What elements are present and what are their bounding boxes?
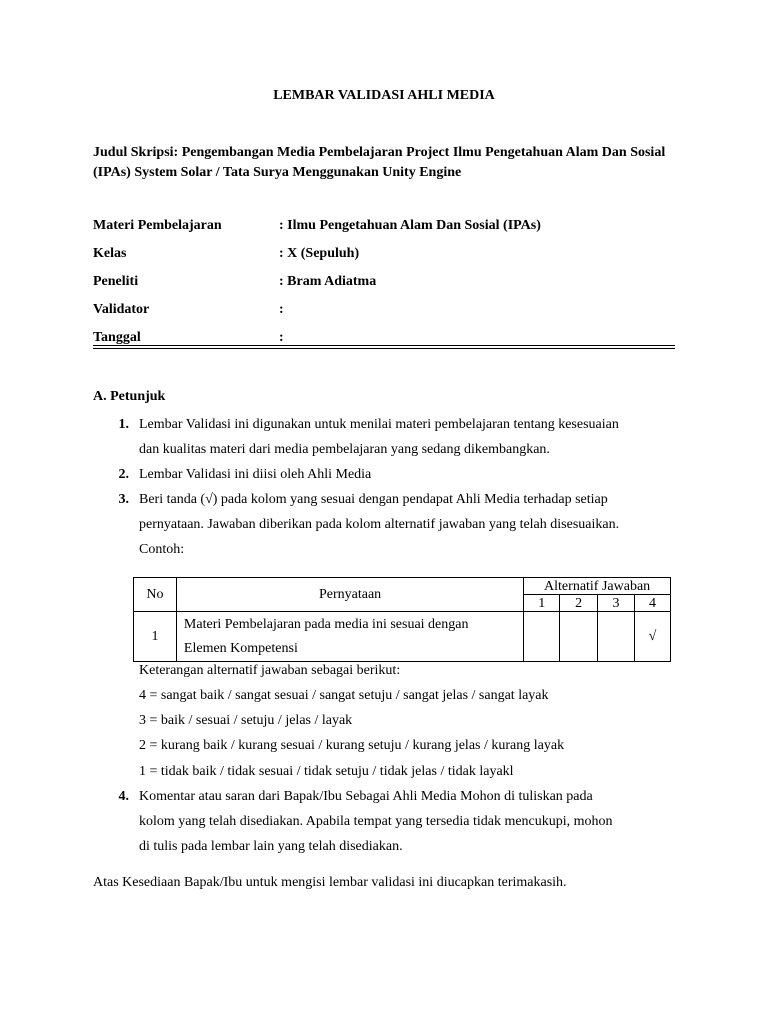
list-item-text: Lembar Validasi ini digunakan untuk menilai materi pembelajaran tentang kesesuaian (139, 417, 619, 432)
meta-label-kelas: Kelas (93, 246, 127, 261)
meta-value-tanggal: : (279, 330, 284, 345)
list-item-text: kolom yang telah disediakan. Apabila tempat yang tersedia tidak mencukupi, mohon (139, 814, 613, 829)
table-cell-pernyataan (176, 612, 523, 662)
list-item-text: Lembar Validasi ini diisi oleh Ahli Media (139, 467, 372, 482)
list-item-text: dan kualitas materi dari media pembelajaran yang sedang dikembangkan. (139, 442, 550, 457)
meta-label-peneliti: Peneliti (93, 274, 139, 289)
keterangan-line: 2 = kurang baik / kurang sesuai / kurang setuju / kurang jelas / kurang layak (139, 738, 565, 753)
meta-value-materi: : Ilmu Pengetahuan Alam Dan Sosial (IPAs) (279, 218, 541, 233)
list-item-text: pernyataan. Jawaban diberikan pada kolom alternatif jawaban yang telah disesuaikan. (139, 517, 620, 532)
meta-label-tanggal: Tanggal (93, 330, 141, 345)
table-header-score: 4 (635, 595, 671, 612)
meta-value-validator: : (279, 302, 284, 317)
judul-skripsi: Judul Skripsi: Pengembangan Media Pembelajaran Project Ilmu Pengetahuan Alam Dan Sosial (IPAs) System Solar / Tata Surya Menggunakan Unity Engine (93, 145, 666, 180)
table-cell-line: Materi Pembelajaran pada media ini sesuai dengan (183, 616, 469, 632)
list-number: 3. (118, 492, 129, 507)
table-cell-score (598, 612, 635, 662)
list-item-text: Contoh: (139, 542, 185, 557)
meta-label-materi: Materi Pembelajaran (93, 218, 222, 233)
list-item-text: di tulis pada lembar lain yang telah disediakan. (139, 839, 403, 854)
list-number: 1. (118, 417, 129, 432)
table-cell-no: 1 (134, 612, 177, 662)
meta-value-peneliti: : Bram Adiatma (279, 274, 377, 289)
list-item-text: Komentar atau saran dari Bapak/Ibu Sebagai Ahli Media Mohon di tuliskan pada (139, 789, 593, 804)
list-number: 2. (118, 467, 129, 482)
divider-top (93, 345, 675, 346)
section-heading-petunjuk: A. Petunjuk (93, 389, 166, 404)
table-header-no: No (134, 578, 177, 612)
table-header-score: 3 (598, 595, 635, 612)
table-cell-line: Elemen Kompetensi (183, 640, 298, 656)
example-table (133, 577, 671, 662)
table-cell-check: √ (635, 612, 671, 662)
list-item-text: Beri tanda (√) pada kolom yang sesuai dengan pendapat Ahli Media terhadap setiap (139, 492, 608, 507)
keterangan-heading: Keterangan alternatif jawaban sebagai berikut: (139, 663, 401, 678)
table-header-alternatif: Alternatif Jawaban (524, 578, 671, 595)
keterangan-line: 4 = sangat baik / sangat sesuai / sangat setuju / sangat jelas / sangat layak (139, 688, 549, 703)
table-cell-score (560, 612, 598, 662)
meta-value-kelas: : X (Sepuluh) (279, 246, 360, 261)
table-cell-score (524, 612, 560, 662)
meta-label-validator: Validator (93, 302, 150, 317)
table-row (134, 612, 671, 662)
closing-text: Atas Kesediaan Bapak/Ibu untuk mengisi lembar validasi ini diucapkan terimakasih. (93, 875, 567, 890)
table-header-score: 2 (560, 595, 598, 612)
list-number: 4. (118, 789, 129, 804)
keterangan-line: 1 = tidak baik / tidak sesuai / tidak setuju / tidak jelas / tidak layakl (139, 764, 514, 779)
divider-bottom (93, 348, 675, 349)
table-header-score: 1 (524, 595, 560, 612)
page-title: LEMBAR VALIDASI AHLI MEDIA (273, 88, 495, 103)
keterangan-line: 3 = baik / sesuai / setuju / jelas / layak (139, 713, 353, 728)
table-header-pernyataan: Pernyataan (176, 578, 523, 612)
